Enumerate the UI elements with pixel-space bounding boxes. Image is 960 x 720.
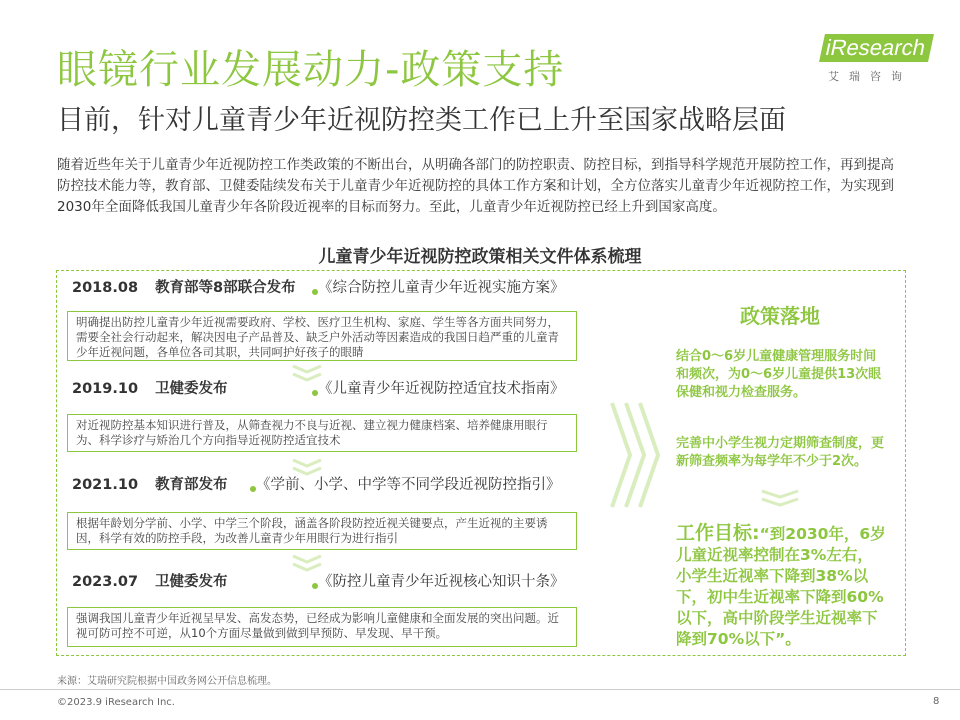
entry-description: 强调我国儿童青少年近视呈早发、高发态势，已经成为影响儿童健康和全面发展的突出问题。近视可防可控不可逆，从10个方面尽量做到做到早预防、早发现、早干预。	[67, 607, 577, 647]
page-title: 眼镜行业发展动力-政策支持	[57, 47, 565, 93]
goal-text: “到2030年，6岁儿童近视率控制在3%左右，小学生近视率下降到38%以下，初中生近视率下降到60%以下，高中阶段学生近视率下降到70%以下”。	[676, 525, 886, 648]
entry-date: 2023.07	[72, 574, 139, 590]
footer-divider	[0, 689, 960, 690]
page-number: 8	[933, 696, 940, 707]
chevron-down-icon	[758, 488, 802, 510]
work-goal	[676, 523, 888, 650]
entry-description: 根据年龄划分学前、小学、中学三个阶段，涵盖各阶段防控近视关键要点，产生近视的主要诱因，科学有效的防控手段，为改善儿童青少年用眼行为进行指引	[67, 512, 577, 550]
entry-document: 《综合防控儿童青少年近视实施方案》	[318, 280, 565, 296]
entry-issuer: 教育部发布	[155, 477, 228, 493]
page-subtitle: 目前，针对儿童青少年近视防控类工作已上升至国家战略层面	[57, 105, 786, 136]
copyright: ©2023.9 iResearch Inc.	[57, 697, 175, 708]
timeline-entry-2018	[72, 276, 296, 297]
section-title: 儿童青少年近视防控政策相关文件体系梳理	[318, 247, 642, 267]
entry-description: 对近视防控基本知识进行普及，从筛查视力不良与近视、建立视力健康档案、培养健康用眼行为、科学诊疗与矫治几个方向指导近视防控适宜技术	[67, 414, 577, 452]
timeline-entry-2023	[72, 570, 228, 591]
policy-point: 完善中小学生视力定期筛查制度，更新筛查频率为每学年不少于2次。	[676, 436, 885, 469]
entry-description: 明确提出防控儿童青少年近视需要政府、学校、医疗卫生机构、家庭、学生等各方面共同努力，需要全社会行动起来，解决因电子产品普及、缺乏户外活动等因素造成的我国日趋严重的儿童青少年近视问题，各单位各司其职，共同呵护好孩子的眼睛	[67, 311, 577, 361]
entry-date: 2021.10	[72, 477, 139, 493]
policy-title: 政策落地	[740, 304, 820, 328]
entry-document: 《学前、小学、中学等不同学段近视防控指引》	[256, 477, 561, 493]
entry-date: 2018.08	[72, 280, 139, 296]
entry-document: 《儿童青少年近视防控适宜技术指南》	[318, 381, 565, 397]
goal-label: 工作目标:	[676, 522, 760, 544]
iresearch-logo	[822, 34, 932, 86]
entry-date: 2019.10	[72, 381, 139, 397]
source-note: 来源：艾瑞研究院根据中国政务网公开信息梳理。	[57, 676, 277, 687]
timeline-entry-2021	[72, 473, 228, 494]
entry-issuer: 卫健委发布	[155, 381, 228, 397]
policy-point: 结合0～6岁儿童健康管理服务时间和频次，为0～6岁儿童提供13次眼保健和视力检查服务。	[676, 349, 882, 400]
chevron-right-icon	[608, 395, 668, 515]
entry-issuer: 教育部等8部联合发布	[155, 280, 296, 296]
intro-paragraph: 随着近些年关于儿童青少年近视防控工作类政策的不断出台，从明确各部门的防控职责、防控目标，到指导科学规范开展防控工作，再到提高防控技术能力等，教育部、卫健委陆续发布关于儿童青少年近视防控的具体工作方案和计划，全方位落实儿童青少年近视防控工作，为实现到2030年全面降低我国儿童青少年各阶段近视率的目标而努力。至此，儿童青少年近视防控已经上升到国家高度。	[57, 157, 894, 215]
entry-issuer: 卫健委发布	[155, 574, 228, 590]
logo-subtext: 艾瑞咨询	[828, 70, 912, 83]
logo-text: iResearch	[819, 34, 934, 62]
timeline-entry-2019	[72, 377, 228, 398]
entry-document: 《防控儿童青少年近视核心知识十条》	[318, 574, 565, 590]
